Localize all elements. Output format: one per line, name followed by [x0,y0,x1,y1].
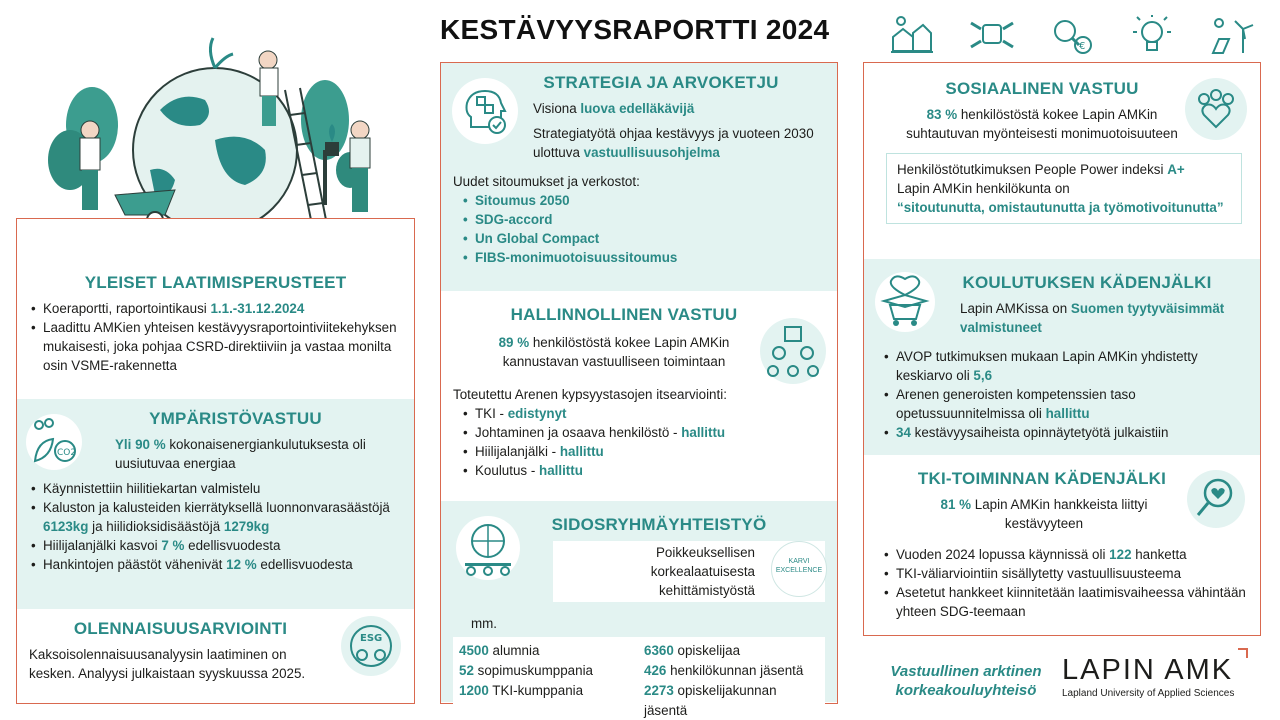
list-hallinnollinen [461,404,825,480]
section-sosiaalinen [864,63,1260,259]
money-search-icon [1049,15,1095,55]
list-ymparisto [29,479,402,574]
section-ymparistovastuu [17,399,414,609]
stat-item: 4500 alumnia [459,643,540,658]
list-item: • Koeraportti, raportointikausi 1.1.-31.12.2024 [29,299,402,318]
heading-hallinnollinen: HALLINNOLLINEN VASTUU [510,305,738,324]
sosiaalinen-lead: 83 % henkilöstöstä kokee Lapin AMKin suhtautuvan myönteisesti monimuotoisuuteen [906,107,1178,141]
people-heart-icon [1184,77,1248,146]
list-item: • Koulutus - hallittu [461,461,825,480]
eco-energy-icon [25,413,83,476]
stat-item: 52 sopimuskumppania [459,663,593,678]
list-item: • Kaluston ja kalusteiden kierrätyksellä luonnonvarasäästöjä 6123kg ja hiilidioksidisäästöjä 1279kg [29,498,402,536]
org-chart-icon [759,317,827,390]
right-column [863,62,1261,636]
section-hallinnollinen [441,291,837,501]
list-laatimisperusteet [29,299,402,375]
list-item: • TKI-väliarviointiin sisällytetty vastuullisuusteema [882,564,1248,583]
ymparisto-lead: Yli 90 % kokonaisenergiankulutuksesta oli uusiutuvaa energiaa [115,437,366,471]
lightbulb-icon [1129,15,1175,55]
sidosryhma-stats [453,637,825,720]
stat-item: 1200 TKI-kumppania [459,683,584,698]
footer-slogan: Vastuullinen arktinen korkeakouluyhteisö [890,663,1042,699]
list-item: • Sitoumus 2050 [461,191,825,210]
list-item: • Vuoden 2024 lopussa käynnissä oli 122 hanketta [882,545,1248,564]
svg-text:CO2: CO2 [57,448,77,458]
heading-strategia: STRATEGIA JA ARVOKETJU [543,73,779,92]
list-item: • Hankintojen päästöt vähenivät 12 % edellisvuodesta [29,555,402,574]
list-item: • Arenen generoisten kompetenssien taso opetussuunnitelmissa oli hallittu [882,385,1248,423]
puzzle-head-icon [451,77,519,150]
section-laatimisperusteet [17,219,414,399]
section-strategia [441,63,837,291]
heading-koulutus: KOULUTUKSEN KÄDENJÄLKI [962,273,1212,292]
section-sidosryhma [441,501,837,718]
section-tki [864,455,1260,634]
sidosryhma-mm: mm. [471,616,498,631]
list-item: • Johtaminen ja osaava henkilöstö - hallittu [461,423,825,442]
list-item: • Un Global Compact [461,229,825,248]
earth-illustration [30,30,420,230]
list-item: • Laadittu AMKien yhteisen kestävyysraportointiviitekehyksen mukaisesti, joka pohjaa CSRD-direktiiviin ja vastaa monilta osin VSME-rakennetta [29,318,402,375]
karvi-excellence-badge: KARVI EXCELLENCE [771,541,827,597]
list-tki [882,545,1248,621]
list-item: • Hiilijalanjälki - hallittu [461,442,825,461]
list-item: • TKI - edistynyt [461,404,825,423]
section-olennaisuusarviointi [17,609,414,702]
stat-item: 2273 opiskelijakunnan jäsentä [644,683,777,718]
logo-accent [1238,648,1248,658]
left-column [16,218,415,704]
sidosryhma-text: Poikkeuksellisen korkealaatuisesta kehittämistyöstä [553,541,825,602]
stat-item: 6360 opiskelijaa [644,643,741,658]
renewable-energy-icon [1209,15,1255,55]
heading-laatimisperusteet: YLEISET LAATIMISPERUSTEET [84,273,347,292]
stat-item: 426 henkilökunnan jäsentä [644,663,804,678]
list-item: • Hiilijalanjälki kasvoi 7 % edellisvuodesta [29,536,402,555]
esg-icon [340,615,402,682]
magnifier-heart-icon [1186,469,1246,534]
middle-column [440,62,838,718]
hallinnollinen-list-title: Toteutettu Arenen kypsyystasojen itsearviointi: [453,387,727,402]
list-item: • FIBS-monimuotoisuussitoumus [461,248,825,267]
koulutus-lead: Lapin AMKissa on Suomen tyytyväisimmät valmistuneet [960,301,1225,335]
olennaisuus-text: Kaksoisolennaisuusanalyysin laatiminen on kesken. Analyysi julkaistaan syyskuussa 2025. [29,647,306,681]
heading-olennaisuusarviointi: OLENNAISUUSARVIOINTI [73,619,288,638]
hands-puzzle-icon [969,15,1015,55]
svg-text:ESG: ESG [360,633,383,644]
globe-network-icon [455,515,521,586]
strategia-program: Strategiatyötä ohjaa kestävyys ja vuoteen 2030 ulottuva vastuullisuusohjelma [533,126,814,160]
strategia-list-title: Uudet sitoumukset ja verkostot: [453,174,640,189]
people-power-box: Henkilöstötutkimuksen People Power indeksi A+ Lapin AMKin henkilökunta on “sitoutunutta, omistautunutta ja työmotivoitunutta” [886,153,1242,224]
list-strategia [461,191,825,267]
lapin-amk-logo: LAPIN AMK Lapland University of Applied Sciences [1062,654,1262,699]
list-item: • SDG-accord [461,210,825,229]
section-koulutus [864,259,1260,455]
community-icon [889,15,935,55]
svg-text:€: € [1079,41,1086,52]
list-item: • Käynnistettiin hiilitiekartan valmistelu [29,479,402,498]
top-icons-row [872,12,1272,58]
tki-lead: 81 % Lapin AMKin hankkeista liittyi kestävyyteen [940,497,1148,531]
page-title: KESTÄVYYSRAPORTTI 2024 [440,14,830,45]
heading-ymparistovastuu: YMPÄRISTÖVASTUU [149,409,322,428]
strategia-vision: Visiona luova edelläkävijä [533,101,695,116]
list-koulutus [882,347,1248,442]
list-item: • AVOP tutkimuksen mukaan Lapin AMKin yhdistetty keskiarvo oli 5,6 [882,347,1248,385]
heading-sidosryhma: SIDOSRYHMÄYHTEISTYÖ [551,515,767,534]
graduation-cart-icon [874,271,936,338]
hallinnollinen-lead: 89 % henkilöstöstä kokee Lapin AMKin kannustavan vastuulliseen toimintaan [498,335,730,369]
heading-tki: TKI-TOIMINNAN KÄDENJÄLKI [917,469,1167,488]
list-item: • Asetetut hankkeet kiinnitetään laatimisvaiheessa vähintään yhteen SDG-teemaan [882,583,1248,621]
list-item: • 34 kestävyysaiheista opinnäytetyötä julkaistiin [882,423,1248,442]
heading-sosiaalinen: SOSIAALINEN VASTUU [945,79,1139,98]
